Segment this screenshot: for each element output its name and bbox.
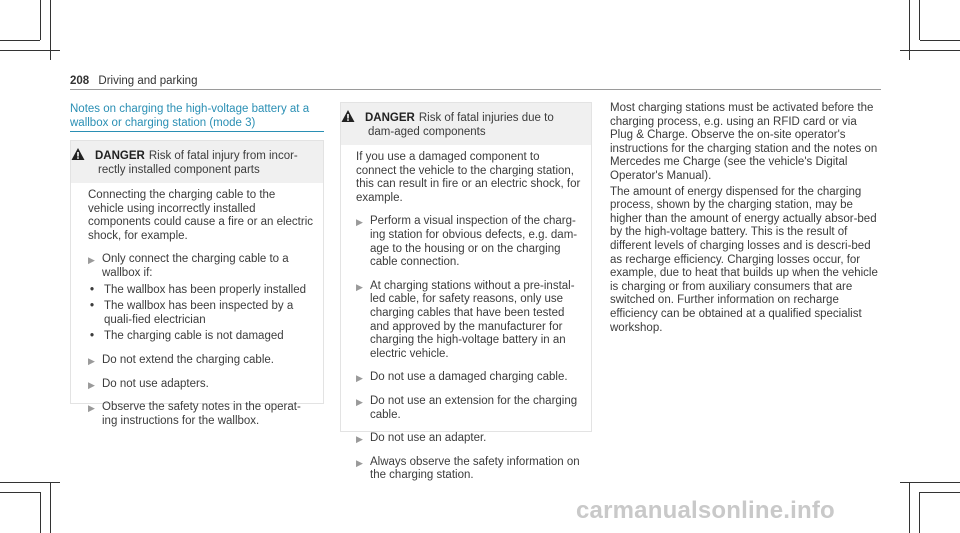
instruction-step [356,215,581,269]
page-header [70,75,197,87]
danger-box-wallbox [70,140,324,427]
warning-triangle-icon [341,109,355,123]
body-text-column [610,102,880,337]
danger-header [71,141,323,183]
instruction-step [356,456,581,483]
list-item-text: The wallbox has been inspected by a quali-fied electrician [104,300,294,326]
danger-header [341,103,591,145]
arrow-right-icon: ▶ [88,355,95,366]
bullet-dot: • [90,283,95,296]
crop-mark [0,50,60,51]
step-text: Do not use adapters. [102,377,209,390]
arrow-right-icon: ▶ [356,217,363,228]
step-text: Do not extend the charging cable. [102,353,274,366]
instruction-step [88,401,313,428]
crop-mark [920,40,960,41]
crop-mark [909,0,910,60]
step-text: Only connect the charging cable to a wallbox if: [102,253,289,279]
arrow-right-icon: ▶ [88,403,95,414]
step-text: Observe the safety notes in the operat-ing instructions for the wallbox. [102,401,301,427]
step-text: Do not use an adapter. [370,432,487,445]
danger-box-components [340,102,592,482]
step-text: Always observe the safety information on the charging station. [370,455,580,482]
crop-mark [0,40,40,41]
list-item-text: The wallbox has been properly installed [104,283,307,296]
crop-mark [50,483,51,533]
crop-mark [900,482,960,483]
step-text: Perform a visual inspection of the charg-ing station for obvious defects, e.g. dam-age to the housing or on the charging cable connection. [370,215,578,269]
paragraph: The amount of energy dispensed for the charging process, shown by the charging station, may be higher than the amount of energy actually absor-bed by the high-voltage battery. This is the result of different levels of charging losses and is descri-bed as recharge efficiency. Charging losses occur, for example, due to heat that builds up when the vehicle is charging or from auxiliary consumers that are switched on. Further information on recharge efficiency can be obtained at a qualified specialist workshop. [610,185,878,334]
warning-triangle-icon [71,147,85,161]
crop-mark [920,492,960,493]
danger-text: Risk of fatal injury from incor-rectly installed component parts [98,150,298,176]
arrow-right-icon: ▶ [88,255,95,266]
step-text: Do not use an extension for the charging cable. [370,394,578,421]
danger-label: DANGER [95,150,145,162]
section-title: Driving and parking [98,75,198,87]
arrow-right-icon: ▶ [356,396,363,407]
instruction-step [356,432,581,446]
list-item [90,300,313,327]
instruction-step [88,253,313,280]
step-text: At charging stations without a pre-instal-led cable, for safety reasons, only use charging cables that have been tested and approved by the manufacturer for charging the high-voltage battery in an electric vehicle. [370,279,575,360]
list-item [90,330,313,344]
crop-mark [0,482,60,483]
arrow-right-icon: ▶ [356,281,363,292]
danger-paragraph: Connecting the charging cable to the vehicle using incorrectly installed components could cause a fire or an electric shock, for example. [88,189,314,242]
list-item [90,284,313,298]
watermark: carmanualsonline.info [576,497,835,524]
danger-label: DANGER [365,112,415,124]
bullet-dot: • [90,300,95,313]
crop-mark [40,0,41,40]
crop-mark [919,492,920,533]
crop-mark [0,492,40,493]
crop-mark [50,0,51,60]
instruction-step [356,280,581,362]
instruction-step [88,354,313,368]
crop-mark [900,50,960,51]
heading-underline [70,131,324,132]
instruction-step [356,395,581,422]
danger-text: Risk of fatal injuries due to dam-aged components [368,112,554,138]
crop-mark [909,483,910,533]
danger-body [71,183,323,436]
header-divider [70,89,881,90]
step-text: Do not use a damaged charging cable. [370,371,568,384]
arrow-right-icon: ▶ [356,373,363,384]
bullet-dot: • [90,330,95,343]
crop-mark [919,0,920,40]
danger-paragraph: If you use a damaged component to connect the vehicle to the charging station, this can result in fire or an electric shock, for example. [356,151,581,204]
section-heading: Notes on charging the high-voltage battery at a wallbox or charging station (mode 3) [70,103,310,129]
danger-body [341,145,591,491]
instruction-step [356,371,581,385]
crop-mark [40,492,41,533]
page-number: 208 [70,75,90,87]
paragraph: Most charging stations must be activated before the charging process, e.g. using an RFID card or via Plug & Charge. Observe the on-site operator's instructions for the charging station and the notes on Mercedes me Charge (see the vehicle's Digital Operator's Manual). [610,102,878,182]
arrow-right-icon: ▶ [356,434,363,445]
arrow-right-icon: ▶ [356,457,363,468]
instruction-step [88,378,313,392]
list-item-text: The charging cable is not damaged [104,330,284,343]
arrow-right-icon: ▶ [88,379,95,390]
